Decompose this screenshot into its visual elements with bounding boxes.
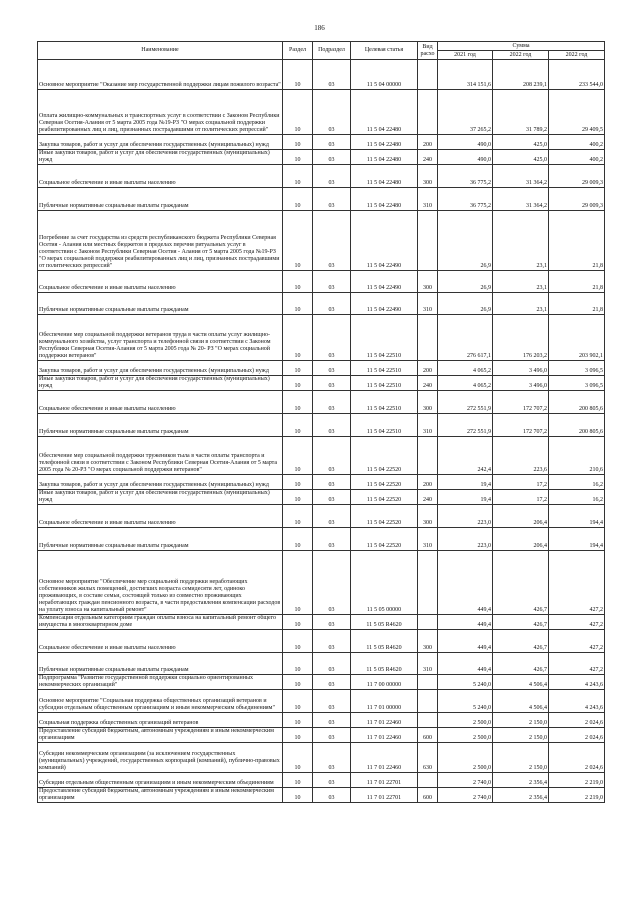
row-value-2021: 5 240,0 xyxy=(438,675,493,690)
row-kind: 310 xyxy=(418,188,438,211)
row-section: 10 xyxy=(283,490,313,505)
table-row xyxy=(38,211,605,271)
row-section: 10 xyxy=(283,188,313,211)
row-value-2022b: 29 409,5 xyxy=(549,90,605,135)
row-subsection: 03 xyxy=(313,505,351,528)
row-value-2021: 26,9 xyxy=(438,271,493,293)
row-value-2021: 36 775,2 xyxy=(438,165,493,188)
row-value-2022: 23,1 xyxy=(493,271,549,293)
row-kind: 240 xyxy=(418,376,438,391)
row-name: Социальное обеспечение и иные выплаты населению xyxy=(38,391,283,414)
row-section: 10 xyxy=(283,475,313,490)
row-value-2021: 5 240,0 xyxy=(438,690,493,713)
row-subsection: 03 xyxy=(313,551,351,615)
row-value-2022b: 427,2 xyxy=(549,551,605,615)
header-year-2022: 2022 год xyxy=(493,51,549,60)
row-kind xyxy=(418,90,438,135)
row-target: 11 7 01 22460 xyxy=(351,713,418,728)
row-kind: 630 xyxy=(418,743,438,773)
row-target: 11 5 04 22480 xyxy=(351,188,418,211)
row-target: 11 5 04 22480 xyxy=(351,150,418,165)
table-row xyxy=(38,490,605,505)
row-name: Социальное обеспечение и иные выплаты населению xyxy=(38,630,283,653)
table-row xyxy=(38,475,605,490)
row-section: 10 xyxy=(283,90,313,135)
row-target: 11 7 01 22701 xyxy=(351,773,418,788)
row-value-2022b: 4 243,6 xyxy=(549,675,605,690)
row-section: 10 xyxy=(283,728,313,743)
row-kind xyxy=(418,60,438,90)
row-value-2021: 223,0 xyxy=(438,528,493,551)
row-target: 11 5 04 22480 xyxy=(351,165,418,188)
row-subsection: 03 xyxy=(313,165,351,188)
table-row xyxy=(38,630,605,653)
row-value-2022: 23,1 xyxy=(493,293,549,315)
row-target: 11 5 04 22520 xyxy=(351,475,418,490)
row-name: Основное мероприятие "Социальная поддержка общественных организаций ветеранов и субсидии отдельным общественным организациям и иным некоммерческим объединениям" xyxy=(38,690,283,713)
row-value-2022b: 3 096,5 xyxy=(549,361,605,376)
row-value-2021: 272 551,9 xyxy=(438,414,493,437)
table-row xyxy=(38,728,605,743)
row-subsection: 03 xyxy=(313,773,351,788)
row-subsection: 03 xyxy=(313,90,351,135)
table-row xyxy=(38,188,605,211)
row-section: 10 xyxy=(283,675,313,690)
row-subsection: 03 xyxy=(313,188,351,211)
row-value-2022: 426,7 xyxy=(493,615,549,630)
row-value-2022b: 200 805,6 xyxy=(549,414,605,437)
row-name: Оплата жилищно-коммунальных и транспортных услуг в соответствии с Законом Республики Северная Осетия-Алания от 5 марта 2005 года №19-РЗ "О мерах социальной поддержки реабилитированных лиц и лиц, признанных пострадавшими от политических репрессий" xyxy=(38,90,283,135)
row-value-2022b: 203 902,1 xyxy=(549,315,605,361)
row-subsection: 03 xyxy=(313,615,351,630)
row-subsection: 03 xyxy=(313,653,351,675)
row-value-2022: 426,7 xyxy=(493,630,549,653)
table-row xyxy=(38,615,605,630)
row-target: 11 5 04 22510 xyxy=(351,315,418,361)
row-name: Подпрограмма "Развитие государственной поддержки социально ориентированных некоммерческих организаций" xyxy=(38,675,283,690)
row-name: Социальное обеспечение и иные выплаты населению xyxy=(38,165,283,188)
row-value-2021: 449,4 xyxy=(438,551,493,615)
table-body xyxy=(38,60,605,803)
row-value-2022: 208 239,1 xyxy=(493,60,549,90)
row-section: 10 xyxy=(283,211,313,271)
row-name: Публичные нормативные социальные выплаты гражданам xyxy=(38,188,283,211)
row-target: 11 5 04 22520 xyxy=(351,437,418,475)
row-target: 11 7 00 00000 xyxy=(351,675,418,690)
row-value-2021: 314 151,6 xyxy=(438,60,493,90)
row-value-2021: 2 500,0 xyxy=(438,743,493,773)
row-name: Иные закупки товаров, работ и услуг для обеспечения государственных (муниципальных) нужд xyxy=(38,376,283,391)
table-row xyxy=(38,505,605,528)
row-target: 11 5 04 22510 xyxy=(351,361,418,376)
row-value-2022: 17,2 xyxy=(493,475,549,490)
row-value-2022: 3 496,0 xyxy=(493,361,549,376)
table-row xyxy=(38,788,605,803)
row-section: 10 xyxy=(283,630,313,653)
row-section: 10 xyxy=(283,788,313,803)
table-row xyxy=(38,165,605,188)
row-name: Социальное обеспечение и иные выплаты населению xyxy=(38,505,283,528)
row-kind: 310 xyxy=(418,414,438,437)
row-subsection: 03 xyxy=(313,271,351,293)
row-value-2022: 2 150,0 xyxy=(493,713,549,728)
row-kind xyxy=(418,551,438,615)
row-target: 11 7 01 22701 xyxy=(351,788,418,803)
row-value-2022b: 16,2 xyxy=(549,475,605,490)
row-name: Погребение за счет государства из средств республиканского бюджета Республики Северная Осетия - Алания или местных бюджетов в пределах перечня ритуальных услуг в соответствии с Законом Республики Северная Осетия - Алания от 5 марта 2005 года №19-РЗ "О мерах социальной поддержки реабилитированных лиц и лиц, признанных пострадавшими от политических репрессий" xyxy=(38,211,283,271)
row-name: Субсидии некоммерческим организациям (за исключением государственных (муниципальных) учреждений, государственных корпораций (компаний), публично-правовых компаний) xyxy=(38,743,283,773)
row-kind xyxy=(418,211,438,271)
row-kind: 600 xyxy=(418,728,438,743)
row-name: Закупка товаров, работ и услуг для обеспечения государственных (муниципальных) нужд xyxy=(38,475,283,490)
table-row xyxy=(38,437,605,475)
header-kind: Вид расхо xyxy=(418,42,438,60)
row-subsection: 03 xyxy=(313,630,351,653)
row-kind: 600 xyxy=(418,788,438,803)
table-row xyxy=(38,315,605,361)
row-section: 10 xyxy=(283,165,313,188)
row-name: Субсидии отдельным общественным организациям и иным некоммерческим объединениям xyxy=(38,773,283,788)
table-row xyxy=(38,271,605,293)
row-kind: 200 xyxy=(418,361,438,376)
row-section: 10 xyxy=(283,414,313,437)
row-value-2021: 4 065,2 xyxy=(438,376,493,391)
row-value-2022: 4 506,4 xyxy=(493,675,549,690)
row-section: 10 xyxy=(283,60,313,90)
row-value-2021: 36 775,2 xyxy=(438,188,493,211)
row-value-2021: 2 500,0 xyxy=(438,713,493,728)
row-target: 11 5 04 22510 xyxy=(351,391,418,414)
row-name: Предоставление субсидий бюджетным, автономным учреждениям и иным некоммерческим организациям xyxy=(38,728,283,743)
row-target: 11 5 04 22510 xyxy=(351,414,418,437)
row-kind: 300 xyxy=(418,271,438,293)
table-row xyxy=(38,361,605,376)
table-row xyxy=(38,391,605,414)
row-subsection: 03 xyxy=(313,475,351,490)
row-subsection: 03 xyxy=(313,437,351,475)
row-value-2022b: 210,6 xyxy=(549,437,605,475)
row-section: 10 xyxy=(283,653,313,675)
row-value-2021: 37 265,2 xyxy=(438,90,493,135)
row-kind: 240 xyxy=(418,150,438,165)
row-section: 10 xyxy=(283,293,313,315)
row-name: Иные закупки товаров, работ и услуг для обеспечения государственных (муниципальных) нужд xyxy=(38,490,283,505)
row-value-2022b: 3 096,5 xyxy=(549,376,605,391)
row-kind: 310 xyxy=(418,528,438,551)
row-value-2022b: 21,8 xyxy=(549,211,605,271)
row-value-2022: 172 707,2 xyxy=(493,391,549,414)
table-row xyxy=(38,690,605,713)
row-value-2022: 2 356,4 xyxy=(493,788,549,803)
row-value-2021: 223,0 xyxy=(438,505,493,528)
table-row xyxy=(38,653,605,675)
row-value-2022b: 233 544,0 xyxy=(549,60,605,90)
row-target: 11 5 05 R4620 xyxy=(351,653,418,675)
row-value-2022: 4 506,4 xyxy=(493,690,549,713)
row-target: 11 5 04 22520 xyxy=(351,505,418,528)
row-value-2022b: 427,2 xyxy=(549,630,605,653)
row-target: 11 5 04 22490 xyxy=(351,211,418,271)
row-kind: 200 xyxy=(418,135,438,150)
row-name: Компенсация отдельным категориям граждан оплаты взноса на капитальный ремонт общего имущества в многоквартирном доме xyxy=(38,615,283,630)
row-section: 10 xyxy=(283,551,313,615)
row-section: 10 xyxy=(283,391,313,414)
row-value-2022b: 2 024,6 xyxy=(549,743,605,773)
row-subsection: 03 xyxy=(313,675,351,690)
row-kind xyxy=(418,437,438,475)
table-row xyxy=(38,675,605,690)
row-value-2022: 2 150,0 xyxy=(493,728,549,743)
row-value-2021: 2 740,0 xyxy=(438,773,493,788)
row-value-2021: 276 617,1 xyxy=(438,315,493,361)
row-value-2022b: 4 243,6 xyxy=(549,690,605,713)
row-subsection: 03 xyxy=(313,690,351,713)
row-section: 10 xyxy=(283,713,313,728)
row-value-2022: 223,6 xyxy=(493,437,549,475)
row-name: Закупка товаров, работ и услуг для обеспечения государственных (муниципальных) нужд xyxy=(38,361,283,376)
row-value-2021: 272 551,9 xyxy=(438,391,493,414)
row-value-2022: 2 150,0 xyxy=(493,743,549,773)
row-subsection: 03 xyxy=(313,788,351,803)
row-value-2022b: 194,4 xyxy=(549,528,605,551)
row-section: 10 xyxy=(283,376,313,391)
row-kind: 310 xyxy=(418,653,438,675)
row-section: 10 xyxy=(283,690,313,713)
row-kind: 300 xyxy=(418,630,438,653)
row-value-2022b: 2 024,6 xyxy=(549,713,605,728)
header-year-2022b: 2022 год xyxy=(549,51,605,60)
row-section: 10 xyxy=(283,361,313,376)
row-subsection: 03 xyxy=(313,414,351,437)
row-value-2021: 490,0 xyxy=(438,150,493,165)
row-section: 10 xyxy=(283,150,313,165)
row-value-2022: 172 707,2 xyxy=(493,414,549,437)
row-target: 11 5 04 22520 xyxy=(351,528,418,551)
row-name: Социальная поддержка общественных организаций ветеранов xyxy=(38,713,283,728)
table-row xyxy=(38,150,605,165)
row-name: Предоставление субсидий бюджетным, автономным учреждениям и иным некоммерческим организациям xyxy=(38,788,283,803)
row-subsection: 03 xyxy=(313,528,351,551)
row-kind: 240 xyxy=(418,490,438,505)
row-value-2022: 2 356,4 xyxy=(493,773,549,788)
row-value-2022: 3 496,0 xyxy=(493,376,549,391)
row-value-2021: 242,4 xyxy=(438,437,493,475)
row-name: Публичные нормативные социальные выплаты гражданам xyxy=(38,293,283,315)
row-value-2022b: 2 219,0 xyxy=(549,788,605,803)
table-row xyxy=(38,376,605,391)
row-value-2022: 31 364,2 xyxy=(493,188,549,211)
row-value-2022: 426,7 xyxy=(493,551,549,615)
row-value-2021: 449,4 xyxy=(438,653,493,675)
row-subsection: 03 xyxy=(313,728,351,743)
row-target: 11 7 01 00000 xyxy=(351,690,418,713)
table-row xyxy=(38,135,605,150)
row-name: Социальное обеспечение и иные выплаты населению xyxy=(38,271,283,293)
row-value-2021: 19,4 xyxy=(438,475,493,490)
row-subsection: 03 xyxy=(313,150,351,165)
row-subsection: 03 xyxy=(313,293,351,315)
row-value-2022: 23,1 xyxy=(493,211,549,271)
row-name: Закупка товаров, работ и услуг для обеспечения государственных (муниципальных) нужд xyxy=(38,135,283,150)
row-value-2021: 490,0 xyxy=(438,135,493,150)
row-target: 11 5 04 22520 xyxy=(351,490,418,505)
row-value-2022b: 400,2 xyxy=(549,135,605,150)
row-value-2022b: 427,2 xyxy=(549,615,605,630)
row-kind: 310 xyxy=(418,293,438,315)
row-section: 10 xyxy=(283,615,313,630)
row-kind: 300 xyxy=(418,165,438,188)
table-row xyxy=(38,528,605,551)
row-value-2021: 449,4 xyxy=(438,630,493,653)
row-subsection: 03 xyxy=(313,211,351,271)
page-number: 186 xyxy=(314,24,325,32)
budget-table xyxy=(37,41,605,803)
row-section: 10 xyxy=(283,315,313,361)
header-year-2021: 2021 год xyxy=(438,51,493,60)
row-value-2022b: 2 024,6 xyxy=(549,728,605,743)
row-name: Основное мероприятие "Обеспечение мер социальной поддержки неработающих собственников жилых помещений, достигших возраста семидесяти лет, одиноко проживающих, в составе семьи, состоящей только из совместно проживающих неработающих граждан пенсионного возраста, в части предоставления компенсации расходов на уплату взноса на капитальный ремонт" xyxy=(38,551,283,615)
row-section: 10 xyxy=(283,505,313,528)
row-value-2021: 26,9 xyxy=(438,211,493,271)
row-value-2022: 206,4 xyxy=(493,505,549,528)
row-subsection: 03 xyxy=(313,713,351,728)
header-subsection: Подраздел xyxy=(313,42,351,60)
row-value-2022b: 2 219,0 xyxy=(549,773,605,788)
table-row xyxy=(38,90,605,135)
row-kind xyxy=(418,773,438,788)
row-kind xyxy=(418,690,438,713)
row-value-2022: 425,0 xyxy=(493,150,549,165)
row-name: Обеспечение мер социальной поддержки ветеранов труда в части оплаты услуг жилищно-коммунального хозяйства, услуг транспорта и телефонной связи в соответствии с Законом Республики Северная Осетия-Алания от 5 марта 2005 года № 20- РЗ "О мерах социальной поддержки ветеранов" xyxy=(38,315,283,361)
row-value-2022b: 16,2 xyxy=(549,490,605,505)
row-kind xyxy=(418,713,438,728)
row-subsection: 03 xyxy=(313,315,351,361)
row-subsection: 03 xyxy=(313,135,351,150)
row-value-2021: 2 500,0 xyxy=(438,728,493,743)
row-target: 11 5 04 22480 xyxy=(351,90,418,135)
table-row xyxy=(38,551,605,615)
row-name: Публичные нормативные социальные выплаты гражданам xyxy=(38,528,283,551)
row-subsection: 03 xyxy=(313,376,351,391)
row-target: 11 5 05 R4620 xyxy=(351,630,418,653)
row-value-2021: 19,4 xyxy=(438,490,493,505)
row-kind xyxy=(418,615,438,630)
row-value-2022b: 200 805,6 xyxy=(549,391,605,414)
row-value-2022: 176 203,2 xyxy=(493,315,549,361)
row-value-2022b: 400,2 xyxy=(549,150,605,165)
row-target: 11 5 05 R4620 xyxy=(351,615,418,630)
row-subsection: 03 xyxy=(313,60,351,90)
table-row xyxy=(38,60,605,90)
row-subsection: 03 xyxy=(313,743,351,773)
row-value-2022: 31 364,2 xyxy=(493,165,549,188)
row-kind xyxy=(418,675,438,690)
row-value-2021: 449,4 xyxy=(438,615,493,630)
row-name: Обеспечение мер социальной поддержки тружеников тыла в части оплаты транспорта и телефонной связи в соответствии с Законом Республики Северная Осетия-Алания от 5 марта 2005 года № 20-РЗ "О мерах социальной поддержки ветеранов" xyxy=(38,437,283,475)
row-value-2021: 4 065,2 xyxy=(438,361,493,376)
row-kind xyxy=(418,315,438,361)
row-subsection: 03 xyxy=(313,391,351,414)
row-name: Публичные нормативные социальные выплаты гражданам xyxy=(38,414,283,437)
row-value-2022b: 29 009,3 xyxy=(549,188,605,211)
row-section: 10 xyxy=(283,528,313,551)
header-target: Целевая статья xyxy=(351,42,418,60)
row-section: 10 xyxy=(283,773,313,788)
table-row xyxy=(38,293,605,315)
row-target: 11 5 04 22480 xyxy=(351,135,418,150)
row-kind: 300 xyxy=(418,505,438,528)
row-section: 10 xyxy=(283,743,313,773)
row-value-2022: 206,4 xyxy=(493,528,549,551)
row-value-2022: 425,0 xyxy=(493,135,549,150)
row-target: 11 5 04 22510 xyxy=(351,376,418,391)
row-target: 11 7 01 22460 xyxy=(351,728,418,743)
table-row xyxy=(38,713,605,728)
row-value-2022: 426,7 xyxy=(493,653,549,675)
row-subsection: 03 xyxy=(313,361,351,376)
row-value-2022b: 21,8 xyxy=(549,293,605,315)
row-section: 10 xyxy=(283,437,313,475)
table-row xyxy=(38,743,605,773)
header-sum: Сумма xyxy=(438,42,605,51)
row-target: 11 5 04 22490 xyxy=(351,293,418,315)
table-row xyxy=(38,414,605,437)
row-value-2022b: 21,8 xyxy=(549,271,605,293)
header-section: Раздел xyxy=(283,42,313,60)
row-name: Основное мероприятие "Оказание мер государственной поддержки лицам пожилого возраста" xyxy=(38,60,283,90)
row-target: 11 5 04 00000 xyxy=(351,60,418,90)
row-section: 10 xyxy=(283,271,313,293)
row-target: 11 5 05 00000 xyxy=(351,551,418,615)
row-target: 11 5 04 22490 xyxy=(351,271,418,293)
row-value-2022b: 427,2 xyxy=(549,653,605,675)
table-row xyxy=(38,773,605,788)
row-name: Иные закупки товаров, работ и услуг для обеспечения государственных (муниципальных) нужд xyxy=(38,150,283,165)
row-name: Публичные нормативные социальные выплаты гражданам xyxy=(38,653,283,675)
row-value-2022b: 194,4 xyxy=(549,505,605,528)
row-section: 10 xyxy=(283,135,313,150)
header-name: Наименование xyxy=(38,42,283,60)
row-value-2021: 26,9 xyxy=(438,293,493,315)
row-value-2021: 2 740,0 xyxy=(438,788,493,803)
row-target: 11 7 01 22460 xyxy=(351,743,418,773)
row-kind: 200 xyxy=(418,475,438,490)
row-kind: 300 xyxy=(418,391,438,414)
row-value-2022b: 29 009,3 xyxy=(549,165,605,188)
row-value-2022: 31 789,2 xyxy=(493,90,549,135)
row-subsection: 03 xyxy=(313,490,351,505)
row-value-2022: 17,2 xyxy=(493,490,549,505)
